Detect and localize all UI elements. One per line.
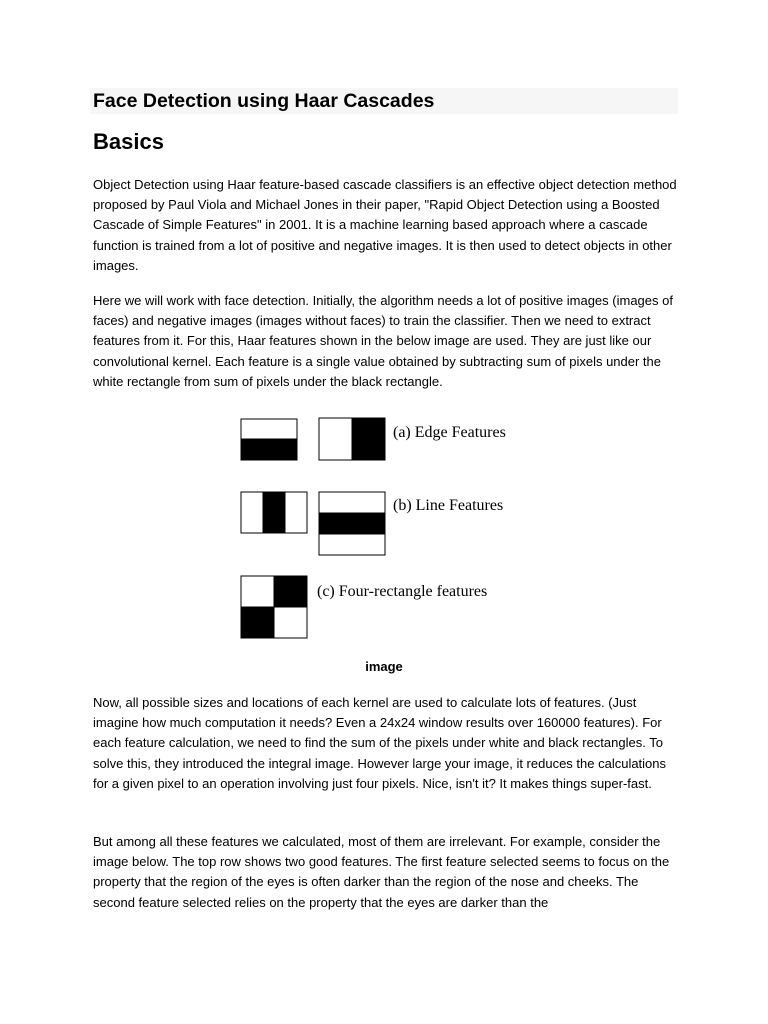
edge-features-label: (a) Edge Features (393, 424, 506, 441)
edge-feature-horizontal (241, 419, 297, 460)
figure-caption: image (365, 659, 403, 674)
paragraph-intro: Object Detection using Haar feature-based cascade classifiers is an effective object detection method proposed by Paul Viola and Michael Jones in their paper, "Rapid Object Detection using a Boosted Cascade of Simple Features" in 2001. It is a machine learning based approach where a cascade function is trained from a lot of positive and negative images. It is then used to detect objects in other images. (93, 177, 677, 273)
page-title: Face Detection using Haar Cascades (93, 90, 435, 112)
line-feature-vertical (241, 492, 307, 533)
four-rectangle-feature (241, 576, 307, 638)
line-feature-horizontal (319, 492, 385, 555)
line-features-label: (b) Line Features (393, 497, 504, 514)
section-heading: Basics (93, 129, 164, 154)
paragraph-feature-selection: But among all these features we calculated, most of them are irrelevant. For example, consider the image below. The top row shows two good features. The first feature selected seems to focus on the property that the region of the eyes is often darker than the region of the nose and cheeks. The second feature selected relies on the property that the eyes are darker than the (93, 834, 670, 910)
four-rectangle-label: (c) Four-rectangle features (317, 583, 488, 600)
paragraph-face-detection: Here we will work with face detection. Initially, the algorithm needs a lot of positive images (images of faces) and negative images (images without faces) to train the classifier. Then we need to extract features from it. For this, Haar features shown in the below image are used. They are just like our convolutional kernel. Each feature is a single value obtained by subtracting sum of pixels under the white rectangle from sum of pixels under the black rectangle. (93, 293, 673, 389)
edge-feature-vertical (319, 418, 385, 460)
paragraph-integral-image: Now, all possible sizes and locations of each kernel are used to calculate lots of features. (Just imagine how much computation it needs? Even a 24x24 window results over 160000 features). For each feature calculation, we need to find the sum of the pixels under white and black rectangles. To solve this, they introduced the integral image. However large your image, it reduces the calculations for a given pixel to an operation involving just four pixels. Nice, isn't it? It makes things super-fast. (93, 695, 667, 791)
